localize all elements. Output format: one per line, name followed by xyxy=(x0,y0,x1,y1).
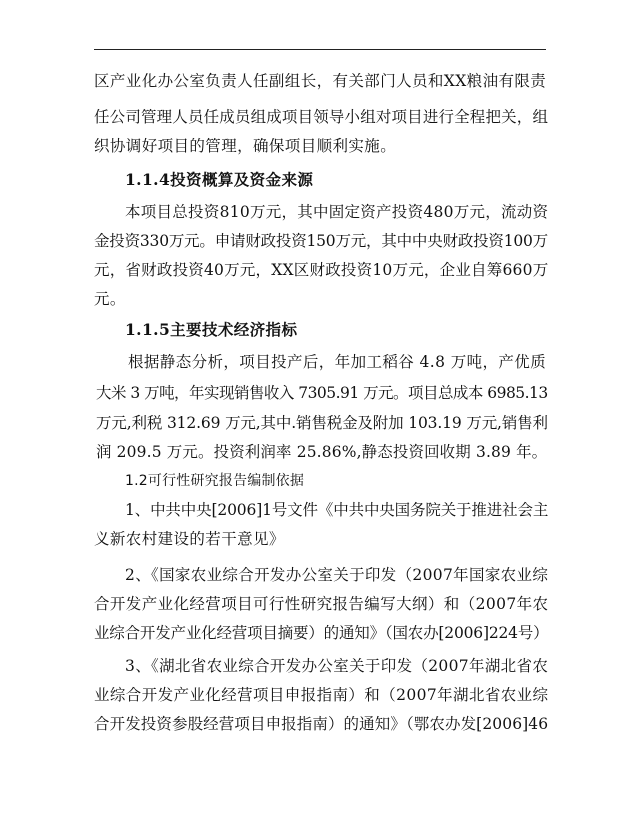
text-line: 1、中共中央[2006]1号文件《中共中央国务院关于推进社会主 xyxy=(125,501,549,519)
text-line: 万元,利税 312.69 万元,其中.销售税金及附加 103.19 万元,销售利 xyxy=(96,414,548,432)
text-line: 元，省财政投资40万元，XX区财政投资10万元，企业自筹660万 xyxy=(94,261,549,279)
text-line: 元。 xyxy=(94,290,126,308)
text-line: 合开发投资参股经营项目申报指南）的通知》（鄂农办发[2006]46 xyxy=(94,715,549,733)
text-line: 金投资330万元。申请财政投资150万元，其中中央财政投资100万 xyxy=(94,232,548,250)
text-line: 大米 3 万吨，年实现销售收入 7305.91 万元。项目总成本 6985.13 xyxy=(96,384,548,402)
section-heading-1-1-5: 1.1.5主要技术经济指标 xyxy=(125,320,298,339)
text-line: 区产业化办公室负责人任副组长，有关部门人员和XX粮油有限责 xyxy=(94,72,547,90)
text-line: 业综合开发产业化经营项目申报指南）和（2007年湖北省农业综 xyxy=(94,686,549,704)
text-line: 2、《国家农业综合开发办公室关于印发（2007年国家农业综 xyxy=(125,566,549,584)
text-line: 合开发产业化经营项目可行性研究报告编写大纲）和（2007年农 xyxy=(94,595,549,613)
text-line: 织协调好项目的管理，确保项目顺利实施。 xyxy=(94,137,397,155)
text-line: 任公司管理人员任成员组成项目领导小组对项目进行全程把关，组 xyxy=(94,108,549,126)
text-line: 润 209.5 万元。投资利润率 25.86%,静态投资回收期 3.89 年。 xyxy=(96,443,548,461)
section-heading-1-1-4: 1.1.4投资概算及资金来源 xyxy=(125,170,314,189)
header-rule xyxy=(94,49,546,50)
text-line: 根据静态分析，项目投产后，年加工稻谷 4.8 万吨，产优质 xyxy=(128,353,547,371)
text-line: 3、《湖北省农业综合开发办公室关于印发（2007年湖北省农 xyxy=(125,657,549,675)
text-line: 本项目总投资810万元，其中固定资产投资480万元，流动资 xyxy=(125,203,549,221)
text-line: 业综合开发产业化经营项目摘要）的通知》（国农办[2006]224号） xyxy=(94,624,549,642)
text-line: 义新农村建设的若干意见》 xyxy=(94,530,285,548)
section-heading-1-2: 1.2可行性研究报告编制依据 xyxy=(125,473,305,489)
